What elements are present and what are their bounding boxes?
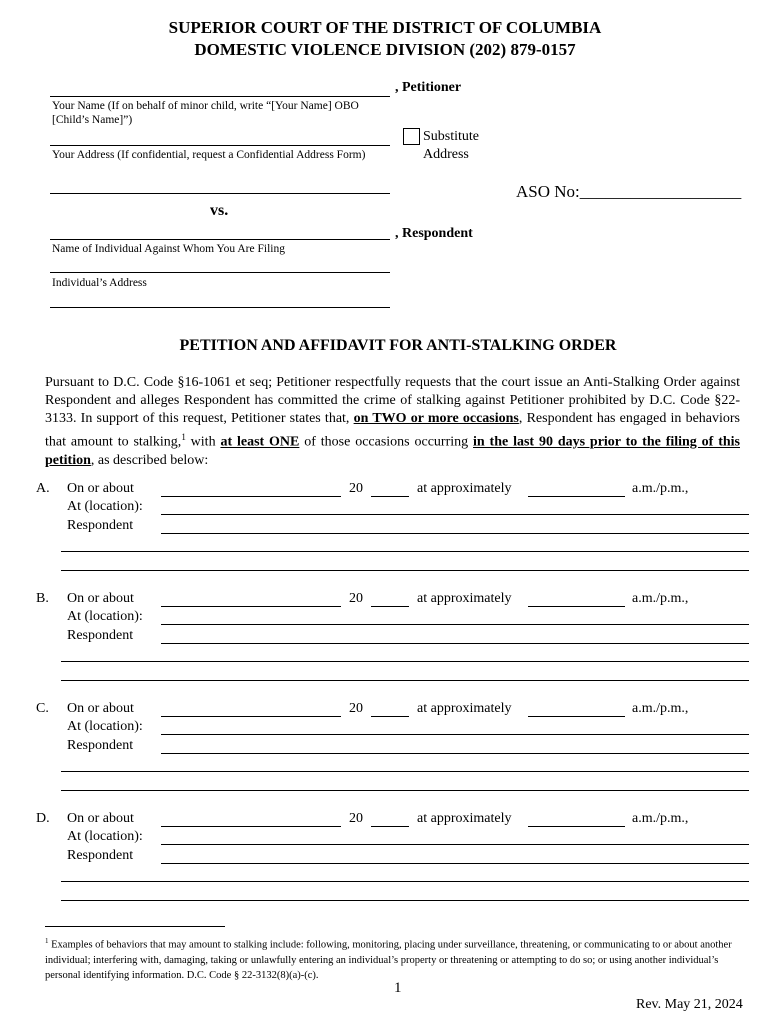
your-address-label: Your Address (If confidential, request a Confidential Address Form) xyxy=(52,149,366,161)
respondent-action-label: Respondent xyxy=(67,848,134,863)
ampm-label: a.m./p.m., xyxy=(632,701,689,716)
incident-time-line[interactable] xyxy=(528,606,625,607)
incident-description-line[interactable] xyxy=(161,863,749,864)
incident-description-line[interactable] xyxy=(61,900,749,901)
incident-date-line[interactable] xyxy=(161,826,341,827)
year-prefix: 20 xyxy=(349,481,363,496)
incident-letter: D. xyxy=(36,811,50,826)
incident-description-line[interactable] xyxy=(61,661,749,662)
versus-label: vs. xyxy=(210,202,229,219)
incident-date-line[interactable] xyxy=(161,716,341,717)
location-label: At (location): xyxy=(67,719,143,734)
incident-date-line[interactable] xyxy=(161,606,341,607)
on-or-about-label: On or about xyxy=(67,701,134,716)
respondent-name-line[interactable] xyxy=(50,239,390,240)
incident-time-line[interactable] xyxy=(528,496,625,497)
incident-description-line[interactable] xyxy=(61,551,749,552)
on-or-about-label: On or about xyxy=(67,591,134,606)
ampm-label: a.m./p.m., xyxy=(632,811,689,826)
year-prefix: 20 xyxy=(349,701,363,716)
year-prefix: 20 xyxy=(349,591,363,606)
incident-location-line[interactable] xyxy=(161,844,749,845)
petitioner-label: , Petitioner xyxy=(395,80,462,95)
incident-time-line[interactable] xyxy=(528,826,625,827)
ampm-label: a.m./p.m., xyxy=(632,591,689,606)
respondent-action-label: Respondent xyxy=(67,518,134,533)
incident-location-line[interactable] xyxy=(161,624,749,625)
respondent-name-label: Name of Individual Against Whom You Are Filing xyxy=(52,243,285,255)
incident-description-line[interactable] xyxy=(61,570,749,571)
division-name: DOMESTIC VIOLENCE DIVISION (202) 879-0157 xyxy=(194,40,576,59)
footnote: $^1$ Examples of behaviors that may amount to stalking include: following, monitoring, placing under surveillance, threatening, or communicating to or about another individual; interfering with, damaging, taking or unlawfully entering an individual’s property or threatening or attempting to do so; or using another individual’s personal identifying information. D.C. Code § 22-3132(8)(a)-(c). xyxy=(45,937,732,981)
incident-description-line[interactable] xyxy=(61,680,749,681)
ampm-label: a.m./p.m., xyxy=(632,481,689,496)
petition-title: PETITION AND AFFIDAVIT FOR ANTI-STALKING ORDER xyxy=(179,337,617,354)
incident-description-line[interactable] xyxy=(61,881,749,882)
at-approximately-label: at approximately xyxy=(417,591,512,606)
incident-description-line[interactable] xyxy=(61,790,749,791)
on-or-about-label: On or about xyxy=(67,811,134,826)
footnote-divider xyxy=(45,926,225,927)
year-prefix: 20 xyxy=(349,811,363,826)
petitioner-address-line[interactable] xyxy=(50,145,390,146)
incident-location-line[interactable] xyxy=(161,514,749,515)
incident-description-line[interactable] xyxy=(161,533,749,534)
incident-year-line[interactable] xyxy=(371,606,409,607)
incident-year-line[interactable] xyxy=(371,826,409,827)
footnote-ref: 1 xyxy=(181,432,186,442)
substitute-address-checkbox[interactable] xyxy=(403,128,420,145)
incident-description-line[interactable] xyxy=(61,771,749,772)
at-approximately-label: at approximately xyxy=(417,701,512,716)
respondent-action-label: Respondent xyxy=(67,738,134,753)
incident-location-line[interactable] xyxy=(161,734,749,735)
incident-time-line[interactable] xyxy=(528,716,625,717)
location-label: At (location): xyxy=(67,499,143,514)
incident-letter: B. xyxy=(36,591,49,606)
petitioner-name-line[interactable] xyxy=(50,96,390,97)
court-name: SUPERIOR COURT OF THE DISTRICT OF COLUMBIA xyxy=(168,18,602,37)
respondent-address-line-2[interactable] xyxy=(50,307,390,308)
incident-year-line[interactable] xyxy=(371,716,409,717)
substitute-address-label: Substitute Address xyxy=(423,129,480,162)
revision-date: Rev. May 21, 2024 xyxy=(636,997,743,1012)
page-number: 1 xyxy=(394,980,402,996)
at-approximately-label: at approximately xyxy=(417,481,512,496)
your-name-label: Your Name (If on behalf of minor child, write “[Your Name] OBO [Child’s Name]”) xyxy=(52,100,359,126)
respondent-address-label: Individual’s Address xyxy=(52,277,147,289)
incident-date-line[interactable] xyxy=(161,496,341,497)
respondent-action-label: Respondent xyxy=(67,628,134,643)
incident-letter: A. xyxy=(36,481,50,496)
location-label: At (location): xyxy=(67,829,143,844)
incident-letter: C. xyxy=(36,701,49,716)
respondent-label: , Respondent xyxy=(395,226,473,241)
location-label: At (location): xyxy=(67,609,143,624)
on-or-about-label: On or about xyxy=(67,481,134,496)
aso-number-field[interactable]: ASO No:___________________ xyxy=(516,182,742,201)
intro-paragraph: Pursuant to D.C. Code §16-1061 et seq; Petitioner respectfully requests that the court issue an Anti-Stalking Order against Respondent and alleges Respondent has committed the crime of stalking against Petitioner prohibited by D.C. Code §22-3133. In support of this request, Petitioner states that, on TWO or more occasions, Respondent has engaged in behaviors that amount to stalking,$^1$ with at least ONE of those occasions occurring in the last 90 days prior to the filing of this petition, as described below: xyxy=(45,375,741,468)
respondent-address-line[interactable] xyxy=(50,272,390,273)
at-approximately-label: at approximately xyxy=(417,811,512,826)
incident-description-line[interactable] xyxy=(161,643,749,644)
incident-year-line[interactable] xyxy=(371,496,409,497)
incident-description-line[interactable] xyxy=(161,753,749,754)
petitioner-extra-line[interactable] xyxy=(50,193,390,194)
